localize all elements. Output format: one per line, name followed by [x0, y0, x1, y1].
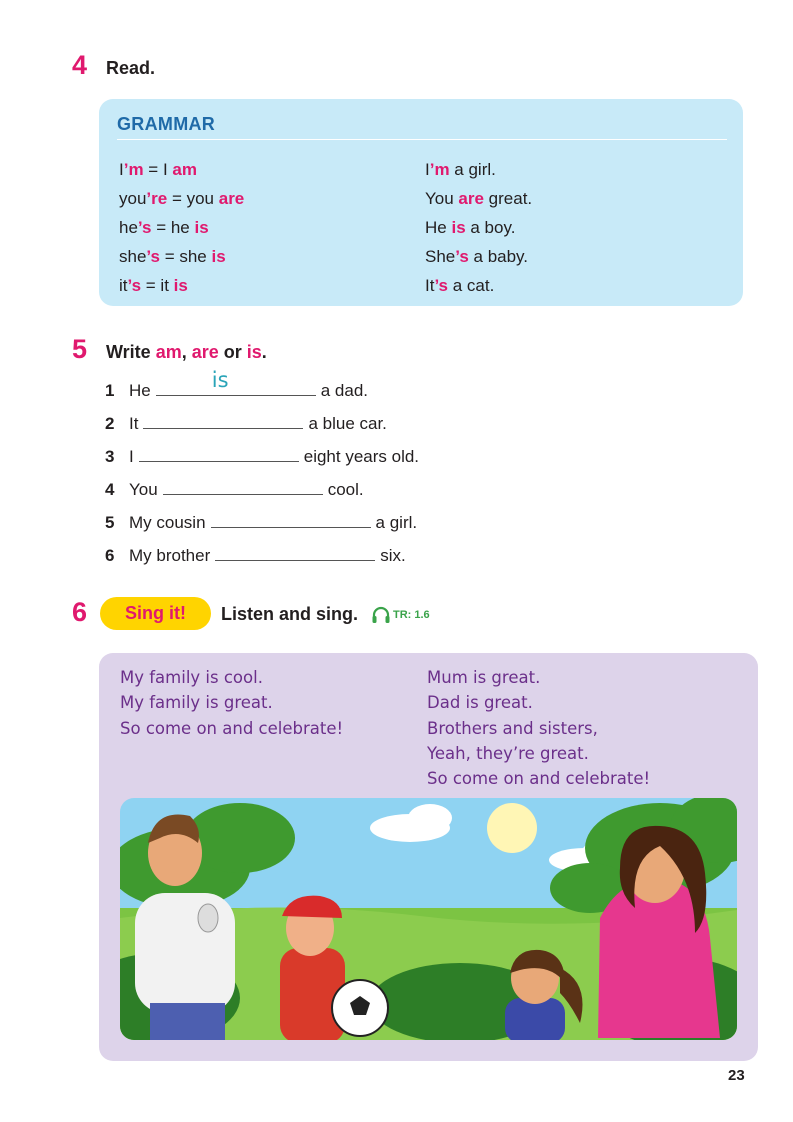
song-line: So come on and celebrate! — [120, 718, 344, 738]
exercise-5-number: 5 — [72, 334, 88, 364]
exercise-item: 6 My brother six. — [105, 541, 419, 574]
exercise-5-list — [105, 368, 420, 574]
exercise-4-number: 4 — [72, 50, 88, 80]
page-number: 23 — [728, 1067, 745, 1084]
sing-it-label: Sing it! — [125, 603, 186, 623]
family-park-image — [120, 798, 737, 1040]
exercise-4-title: Read. — [106, 58, 156, 78]
contraction-row: you’re = you are — [119, 189, 245, 208]
sing-it-badge — [100, 597, 211, 630]
contraction-row: he’s = he is — [119, 218, 209, 237]
grammar-examples — [425, 155, 532, 300]
grammar-contractions — [119, 155, 244, 300]
grammar-box — [99, 99, 743, 306]
exercise-6-number: 6 — [72, 597, 88, 627]
answer-blank[interactable] — [211, 508, 371, 528]
song-line: My family is cool. — [120, 668, 263, 687]
example-row: It’s a cat. — [425, 276, 495, 295]
exercise-item: 2 It a blue car. — [105, 409, 419, 442]
exercise-6-title: Listen and sing. — [221, 604, 359, 624]
exercise-item: 4 You cool. — [105, 475, 419, 508]
example-row: You are great. — [425, 189, 533, 208]
answer-blank[interactable] — [139, 442, 299, 462]
contraction-row: she’s = she is — [119, 247, 226, 266]
example-row: She’s a baby. — [425, 247, 529, 266]
exercise-item: 3 I eight years old. — [105, 442, 419, 475]
contraction-row: I’m = I am — [119, 160, 197, 179]
exercise-item: 5 My cousin a girl. — [105, 508, 419, 541]
answer-blank[interactable] — [143, 409, 303, 429]
song-verse-left — [120, 665, 343, 741]
family-illustration — [120, 798, 737, 1040]
contraction-row: it’s = it is — [119, 276, 188, 295]
grammar-divider — [117, 139, 727, 140]
answer-text: is — [211, 368, 229, 392]
exercise-item: 1 He is a dad. — [105, 368, 368, 400]
song-verse-right — [427, 665, 650, 791]
song-line: Dad is great. — [427, 693, 533, 713]
headphones-icon[interactable] — [371, 606, 391, 624]
song-line: Mum is great. — [427, 668, 541, 687]
track-label: TR: 1.6 — [393, 609, 430, 621]
answer-blank[interactable] — [163, 475, 323, 495]
example-row: I’m a girl. — [425, 160, 496, 179]
song-line: So come on and celebrate! — [427, 769, 651, 789]
answer-blank[interactable] — [215, 541, 375, 561]
song-line: My family is great. — [120, 693, 273, 713]
exercise-5-title: Write am, are or is. — [106, 342, 267, 362]
song-line: Yeah, they’re great. — [427, 743, 589, 763]
example-row: He is a boy. — [425, 218, 516, 237]
song-line: Brothers and sisters, — [427, 718, 598, 738]
grammar-heading: GRAMMAR — [117, 114, 216, 134]
